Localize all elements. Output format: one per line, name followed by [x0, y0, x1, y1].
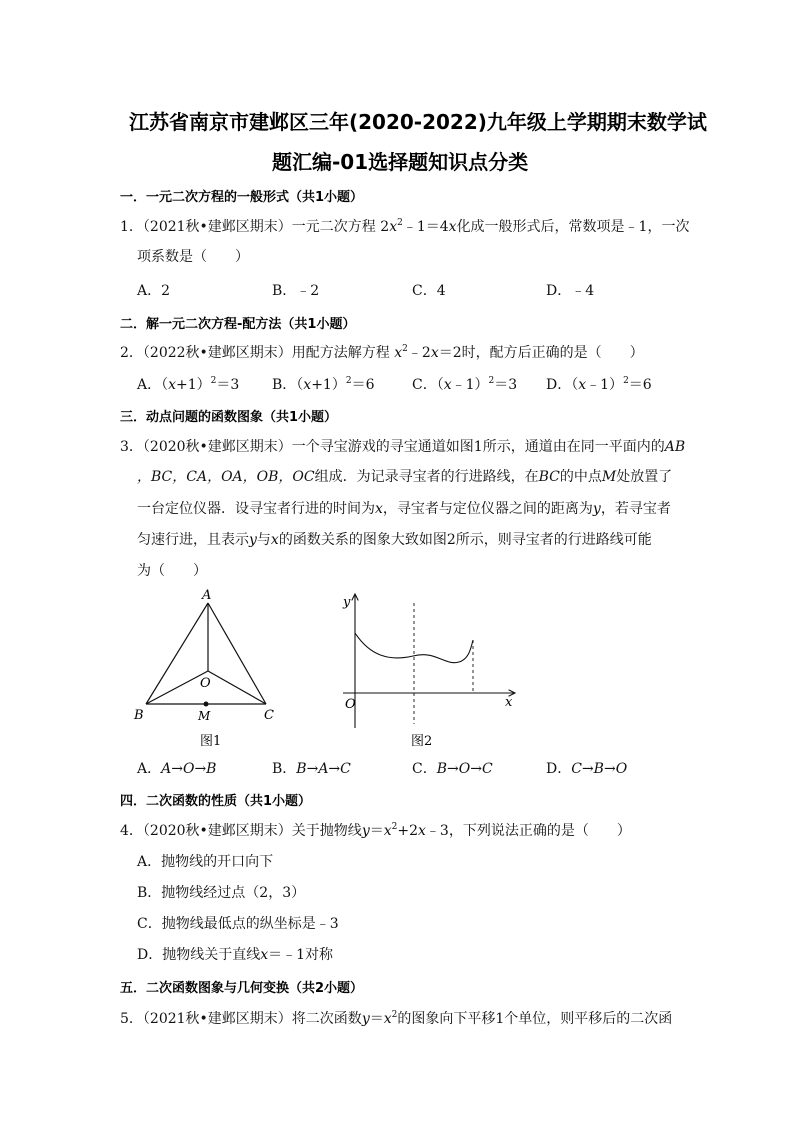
edge-ab	[146, 603, 208, 704]
q1-option-c[interactable]: C．4	[412, 283, 446, 299]
label-origin: O	[345, 697, 356, 712]
question-3-line-4: 匀速行进，且表示y与x的函数关系的图象大致如图2所示，则寻宝者的行进路线可能	[137, 532, 652, 548]
point-m	[204, 702, 209, 707]
figure-1-caption: 图1	[200, 734, 222, 749]
q1-option-b[interactable]: B．﹣2	[272, 283, 320, 299]
q1-option-a[interactable]: A．2	[137, 283, 171, 299]
section-heading-4: 四．二次函数的性质（共1小题）	[120, 794, 312, 809]
question-3-line-5: 为（ ）	[137, 563, 207, 579]
q3-option-c[interactable]: C．B→O→C	[412, 761, 493, 777]
question-2-line-1	[120, 342, 644, 362]
question-1-line-1	[120, 216, 689, 236]
edge-ac	[208, 603, 266, 704]
q4-option-d[interactable]: D．抛物线关于直线x＝﹣1对称	[137, 947, 334, 963]
q4-option-a[interactable]: A．抛物线的开口向下	[137, 854, 274, 870]
label-m: M	[198, 709, 211, 723]
question-text: 的图象向下平移1个单位，则平移后的二次函	[397, 1011, 673, 1027]
question-text: ﹣3，下列说法正确的是（ ）	[425, 823, 631, 839]
equation: $y=x^2$	[361, 1010, 398, 1027]
question-source: （2021秋•建邺区期末）一元二次方程	[142, 219, 376, 235]
q3-option-d[interactable]: D．C→B→O	[546, 761, 628, 777]
section-heading-3: 三．动点问题的函数图象（共1小题）	[120, 410, 338, 425]
edge-ob	[146, 671, 208, 704]
section-heading-2: 二．解一元二次方程-配方法（共1小题）	[120, 317, 356, 332]
label-a: A	[202, 588, 212, 603]
label-o: O	[200, 676, 211, 691]
q3-option-b[interactable]: B．B→A→C	[272, 761, 351, 777]
q2-option-b[interactable]: B．$(x+1)^2=6$	[272, 376, 375, 393]
question-text: ＝2时，配方后正确的是（ ）	[438, 345, 644, 361]
q4-option-b[interactable]: B．抛物线经过点（2，3）	[137, 885, 306, 901]
q2-option-c[interactable]: C．（x﹣1）$^2$＝3	[412, 376, 518, 393]
figure-2-graph	[335, 588, 525, 750]
question-source: （2021秋•建邺区期末）将二次函数	[142, 1011, 362, 1027]
question-number: 4．	[120, 823, 143, 839]
q4-option-c[interactable]: C．抛物线最低点的纵坐标是﹣3	[137, 916, 339, 932]
figure-2-caption: 图2	[411, 734, 433, 749]
question-number: 1．	[120, 219, 143, 235]
question-1-line-2: 项系数是（ ）	[137, 249, 249, 265]
label-y: y	[343, 595, 351, 610]
label-x: x	[505, 695, 513, 710]
question-number: 3．	[120, 439, 143, 455]
question-3-line-1: 3．（2020秋•建邺区期末）一个寻宝游戏的寻宝通道如图1所示，通道由在同一平面内的AB	[120, 439, 686, 455]
q1-option-d[interactable]: D．﹣4	[546, 283, 595, 299]
question-text: （2020秋•建邺区期末）一个寻宝游戏的寻宝通道如图1所示，通道由在同一平面内的	[142, 439, 665, 455]
equation: $2x^2﹣1=4x$	[380, 218, 457, 235]
q2-option-d[interactable]: D．（x﹣1）$^2$＝6	[546, 376, 652, 393]
question-text: 化成一般形式后，常数项是﹣1，一次	[456, 219, 690, 235]
page-title-line2: 题汇编-01选择题知识点分类	[272, 150, 529, 174]
equation: $x^2﹣2x$	[394, 344, 439, 361]
question-3-line-2: ，BC，CA，OA，OB，OC组成．为记录寻宝者的行进路线，在BC的中点M处放置了	[137, 469, 673, 485]
question-number: 2．	[120, 345, 143, 361]
question-source: （2020秋•建邺区期末）关于抛物线	[142, 823, 362, 839]
edge-oc	[208, 671, 266, 704]
label-c: C	[264, 708, 274, 723]
q3-option-a[interactable]: A．A→O→B	[137, 761, 217, 777]
question-5-line-1	[120, 1008, 672, 1028]
section-heading-1: 一．一元二次方程的一般形式（共1小题）	[120, 190, 364, 205]
question-4-line-1	[120, 820, 631, 840]
equation: $y=x^2+2x$	[361, 822, 426, 839]
question-number: 5．	[120, 1011, 143, 1027]
page-title-line1: 江苏省南京市建邺区三年(2020-2022)九年级上学期期末数学试	[129, 110, 707, 134]
question-3-line-3: 一台定位仪器．设寻宝者行进的时间为x，寻宝者与定位仪器之间的距离为y，若寻宝者	[137, 501, 671, 517]
figure-1-triangle	[130, 585, 290, 750]
section-heading-5: 五．二次函数图象与几何变换（共2小题）	[120, 981, 364, 996]
q2-option-a[interactable]: A．$(x+1)^2=3$	[137, 376, 240, 393]
question-source: （2022秋•建邺区期末）用配方法解方程	[142, 345, 390, 361]
label-b: B	[134, 708, 144, 723]
